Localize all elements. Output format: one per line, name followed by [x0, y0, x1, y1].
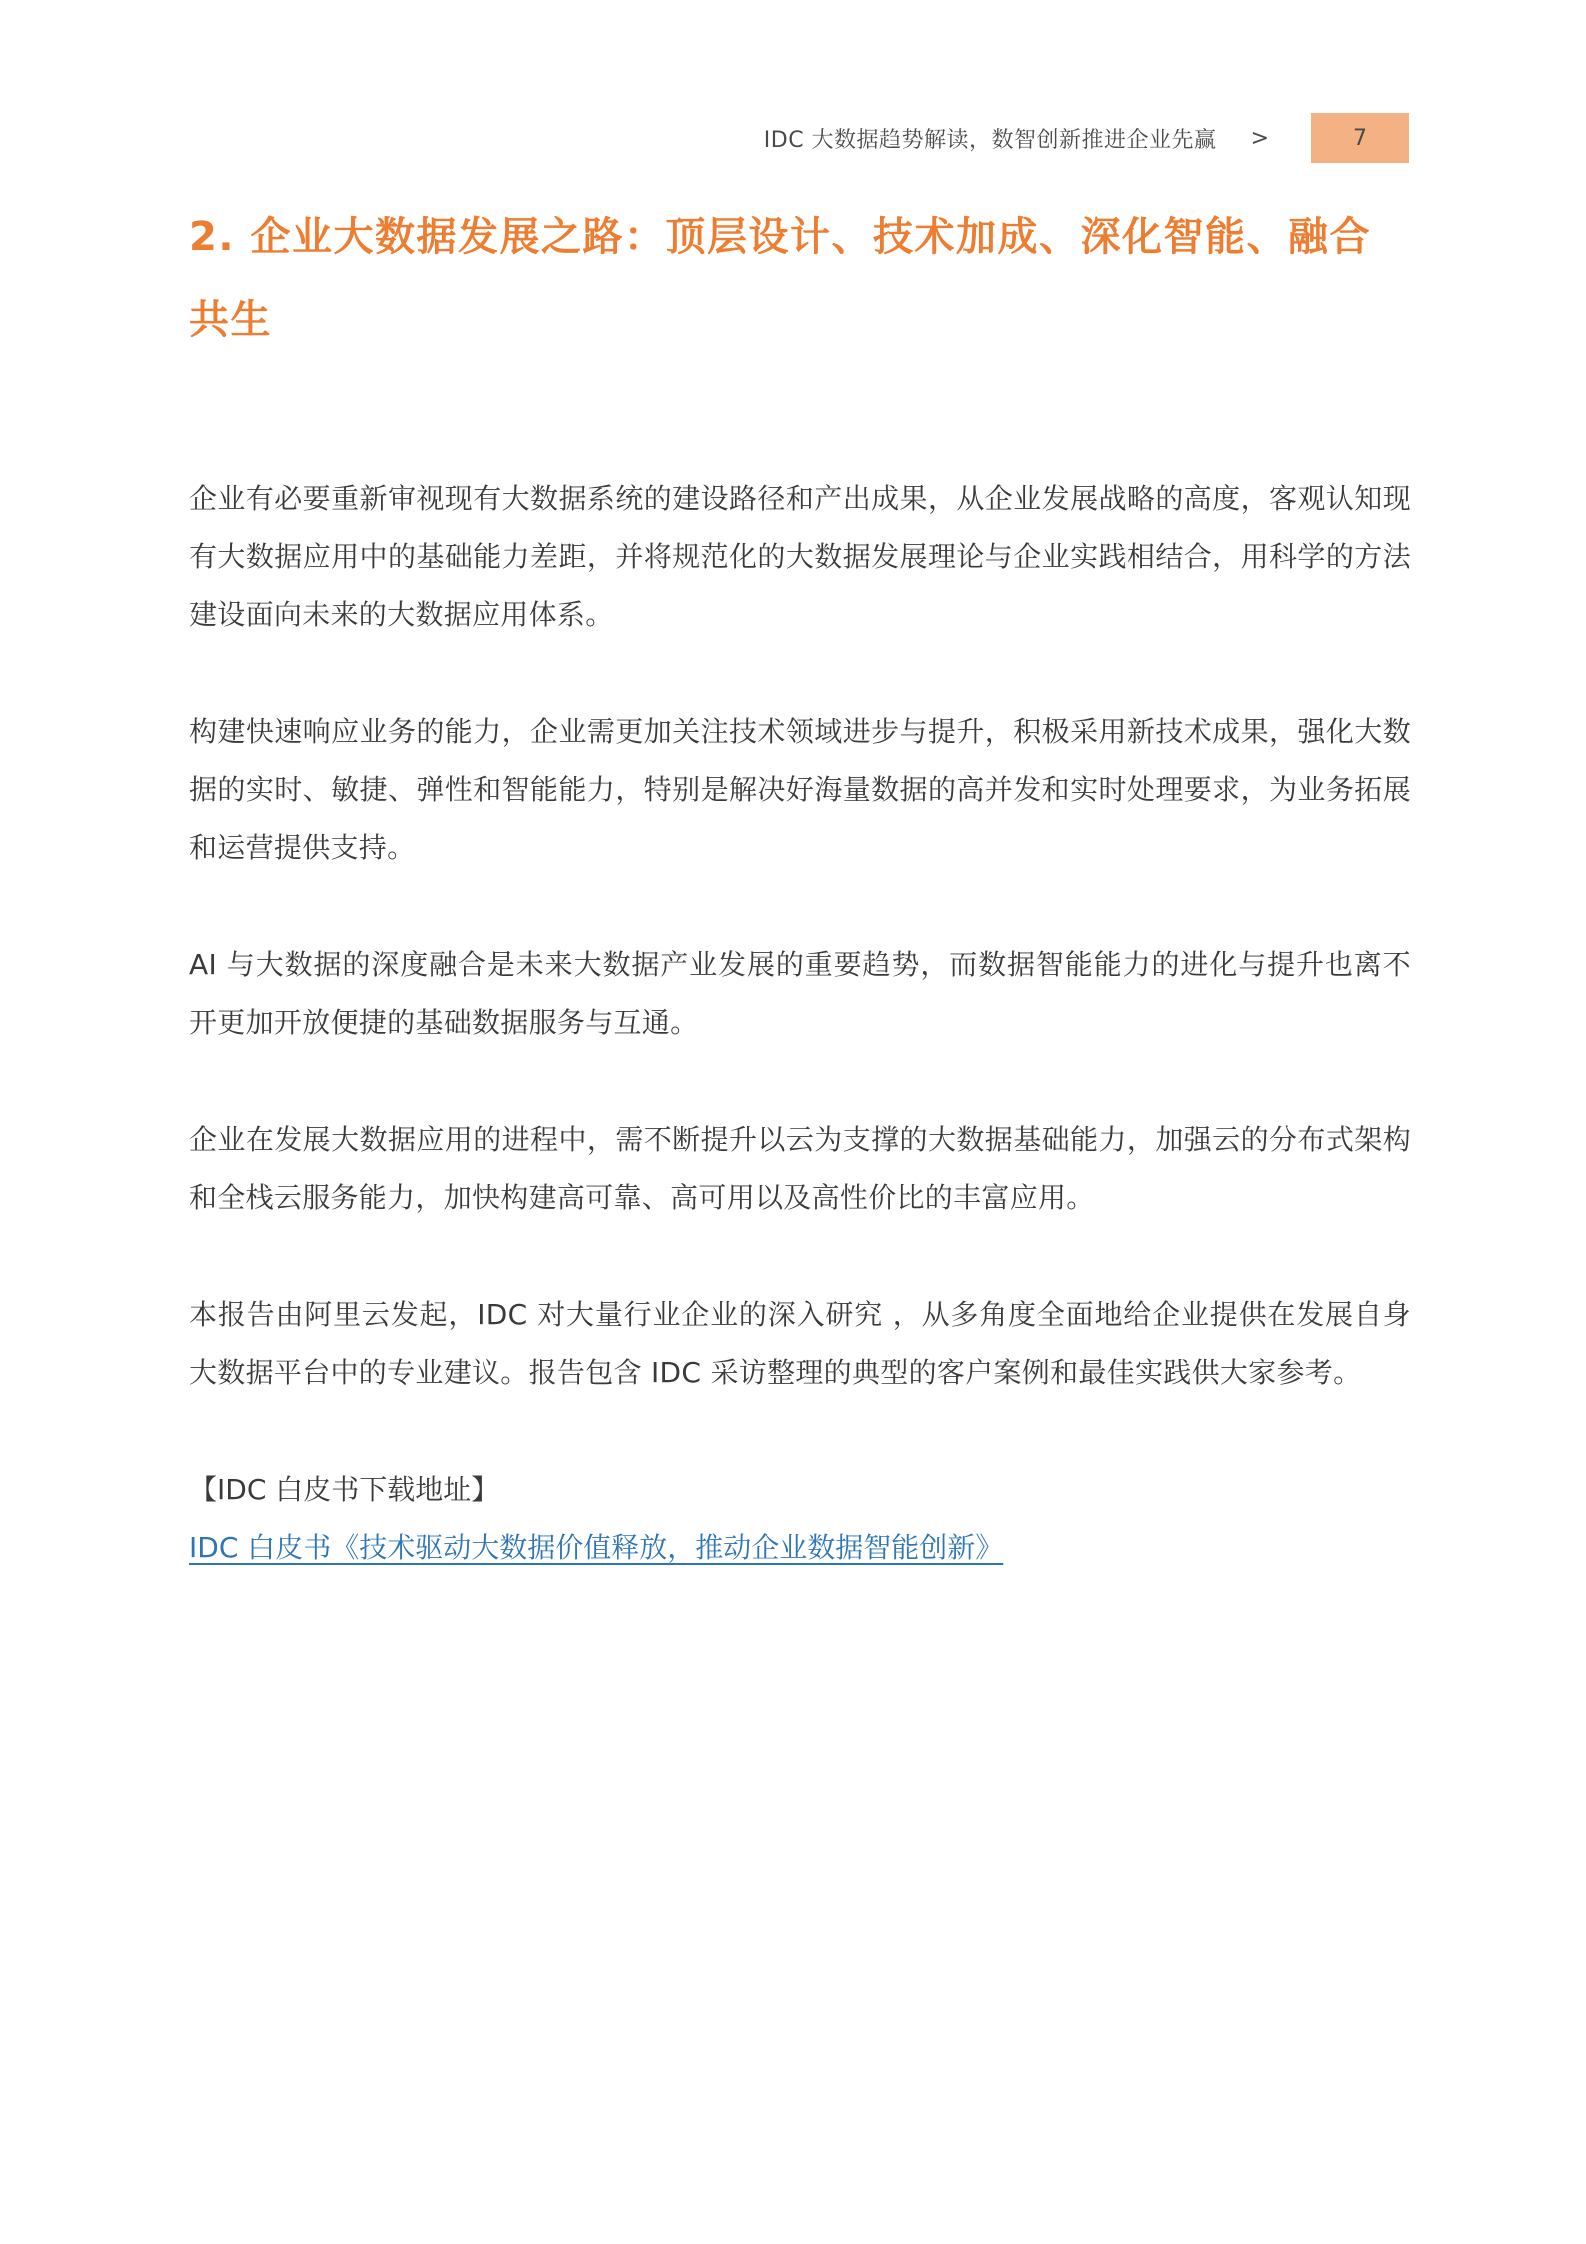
body-paragraphs: [189, 470, 1411, 1402]
page-header: [764, 113, 1409, 163]
paragraph: 企业在发展大数据应用的进程中，需不断提升以云为支撑的大数据基础能力，加强云的分布式架构和全栈云服务能力，加快构建高可靠、高可用以及高性价比的丰富应用。: [189, 1123, 1411, 1214]
paragraph: 构建快速响应业务的能力，企业需更加关注技术领域进步与提升，积极采用新技术成果，强化大数据的实时、敏捷、弹性和智能能力，特别是解决好海量数据的高并发和实时处理要求，为业务拓展和运营提供支持。: [189, 715, 1411, 864]
download-label: 【IDC 白皮书下载地址】: [189, 1473, 500, 1506]
page-number: 7: [1311, 113, 1409, 163]
whitepaper-download-link[interactable]: IDC 白皮书《技术驱动大数据价值释放，推动企业数据智能创新》: [189, 1531, 1004, 1564]
paragraph: AI 与大数据的深度融合是未来大数据产业发展的重要趋势，而数据智能能力的进化与提升也离不开更加开放便捷的基础数据服务与互通。: [189, 948, 1411, 1039]
paragraph: 企业有必要重新审视现有大数据系统的建设路径和产出成果，从企业发展战略的高度，客观认知现有大数据应用中的基础能力差距，并将规范化的大数据发展理论与企业实践相结合，用科学的方法建设面向未来的大数据应用体系。: [189, 482, 1411, 631]
paragraph: 本报告由阿里云发起，IDC 对大量行业企业的深入研究 ，从多角度全面地给企业提供在发展自身大数据平台中的专业建议。报告包含 IDC 采访整理的典型的客户案例和最佳实践供大家参考。: [189, 1298, 1411, 1389]
section-title: 2. 企业大数据发展之路：顶层设计、技术加成、深化智能、融合共生: [189, 214, 1371, 343]
main-content: [189, 196, 1411, 1577]
chevron-right-icon: >: [1250, 125, 1269, 151]
header-title: IDC 大数据趋势解读，数智创新推进企业先赢: [763, 127, 1217, 153]
